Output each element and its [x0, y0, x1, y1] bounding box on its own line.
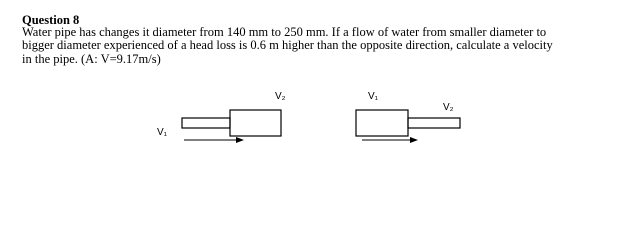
left-pipe-assembly: [182, 110, 281, 136]
right-small-pipe: [408, 118, 460, 128]
question-line-2: bigger diameter experienced of a head loss is 0.6 m higher than the opposite direction, calculate a velocity: [22, 38, 553, 53]
left-flow-arrowhead: [236, 137, 244, 143]
question-title: Question 8: [22, 13, 80, 27]
question-line-1: Water pipe has changes it diameter from 140 mm to 250 mm. If a flow of water from smaller diameter to: [22, 25, 547, 39]
left-v-large-label: V₂: [275, 91, 286, 102]
left-large-pipe: [230, 110, 281, 136]
left-small-pipe: [182, 118, 230, 128]
right-v-large-label: V₁: [368, 91, 379, 102]
left-v-small-label: V₁: [157, 127, 168, 138]
right-v-small-label: V₂: [443, 102, 454, 113]
question-line-3: in the pipe. (A: V=9.17m/s): [22, 51, 161, 66]
right-large-pipe: [356, 110, 408, 136]
right-pipe-assembly: [356, 110, 460, 136]
right-flow-arrowhead: [410, 137, 418, 143]
